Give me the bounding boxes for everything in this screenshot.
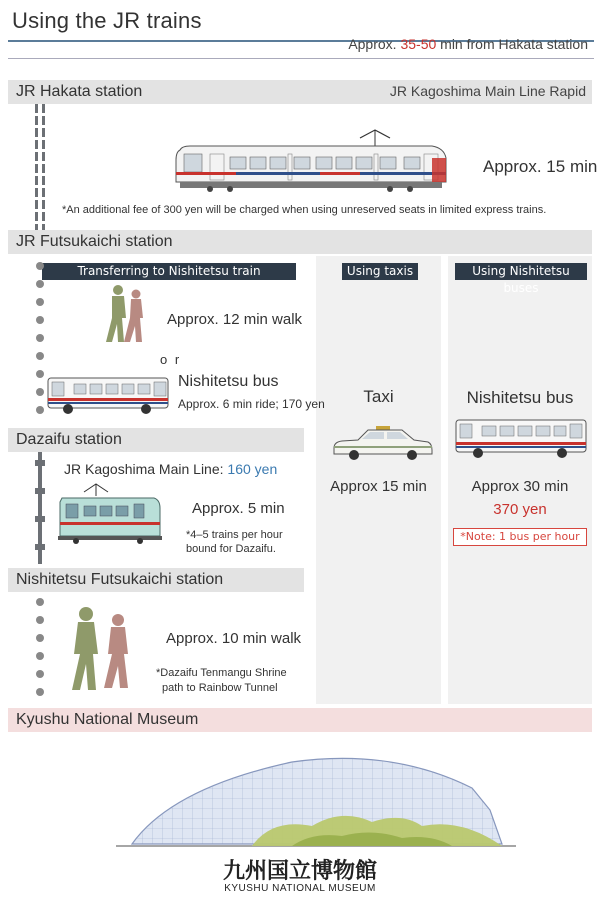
station-bar-nishitetsu-futsukaichi: [8, 568, 304, 592]
dazaifu-frequency-note-1: *4–5 trains per hour: [186, 529, 283, 541]
nishitetsu-bus-option: Nishitetsu bus: [178, 373, 279, 390]
dazaifu-frequency-note-2: bound for Dazaifu.: [186, 543, 276, 555]
bus-frequency-note: *Note: 1 bus per hour: [453, 528, 587, 546]
bus-title: Nishitetsu bus: [466, 388, 574, 407]
hakata-travel-time: Approx. 15 min: [483, 157, 598, 176]
station-bar-dazaifu: [8, 428, 304, 452]
walking-people-icon: [96, 284, 156, 346]
shrine-path-note-2: path to Rainbow Tunnel: [162, 682, 278, 694]
shrine-path-note-1: *Dazaifu Tenmangu Shrine: [156, 667, 287, 679]
subtitle-suffix: min from Hakata station: [436, 36, 588, 52]
walk-time-10: Approx. 10 min walk: [166, 630, 302, 647]
nishitetsu-bus-icon: [46, 376, 170, 416]
travel-time-summary: [348, 36, 588, 52]
station-name: Nishitetsu Futsukaichi station: [16, 571, 224, 588]
header-bottom-divider: [8, 58, 594, 59]
station-name: JR Futsukaichi station: [16, 233, 173, 250]
line-name: JR Kagoshima Main Line Rapid: [389, 83, 586, 99]
destination-name: Kyushu National Museum: [16, 711, 199, 728]
walking-people-icon: [66, 606, 140, 694]
subtitle-prefix: Approx.: [348, 36, 401, 52]
taxi-label: Using taxis: [342, 263, 418, 280]
dazaifu-line-name: JR Kagoshima Main Line:: [64, 461, 228, 477]
station-name: Dazaifu station: [16, 431, 122, 448]
dazaifu-fare: 160 yen: [227, 461, 278, 477]
dazaifu-travel-time: Approx. 5 min: [192, 500, 285, 517]
walk-time-12: Approx. 12 min walk: [167, 311, 303, 328]
page-title: Using the JR trains: [12, 8, 202, 33]
or-separator: o r: [160, 352, 182, 367]
station-bar-kyushu-national-museum: [8, 708, 592, 732]
bus-travel-time: Approx 30 min: [471, 478, 569, 495]
subtitle-range: 35-50: [400, 36, 437, 52]
walking-route-dots: [36, 262, 46, 412]
station-name: JR Hakata station: [16, 83, 143, 100]
transfer-label: Transferring to Nishitetsu train: [42, 263, 296, 280]
museum-building-icon: [112, 748, 522, 852]
museum-logo-en: KYUSHU NATIONAL MUSEUM: [224, 883, 376, 894]
rail-track-icon: [35, 104, 45, 230]
museum-logo-jp: 九州国立博物館: [222, 858, 377, 884]
bus-fare: 370 yen: [493, 501, 547, 518]
station-bar-jr-futsukaichi: [8, 230, 592, 254]
taxi-icon: [332, 424, 434, 460]
bus-ride-detail: Approx. 6 min ride; 170 yen: [178, 397, 325, 411]
limited-express-note: *An additional fee of 300 yen will be charged when using unreserved seats in limited express trains.: [62, 204, 547, 216]
dazaifu-line-fare: [64, 461, 277, 477]
jr-train-icon: [170, 128, 450, 194]
walking-route-dots: [36, 598, 46, 702]
taxi-title: Taxi: [363, 387, 394, 406]
bus-label: Using Nishitetsu buses: [455, 263, 587, 280]
rail-track-icon: [35, 452, 45, 564]
nishitetsu-bus-icon: [454, 418, 588, 460]
taxi-travel-time: Approx 15 min: [330, 478, 427, 495]
dazaifu-train-icon: [54, 480, 164, 546]
